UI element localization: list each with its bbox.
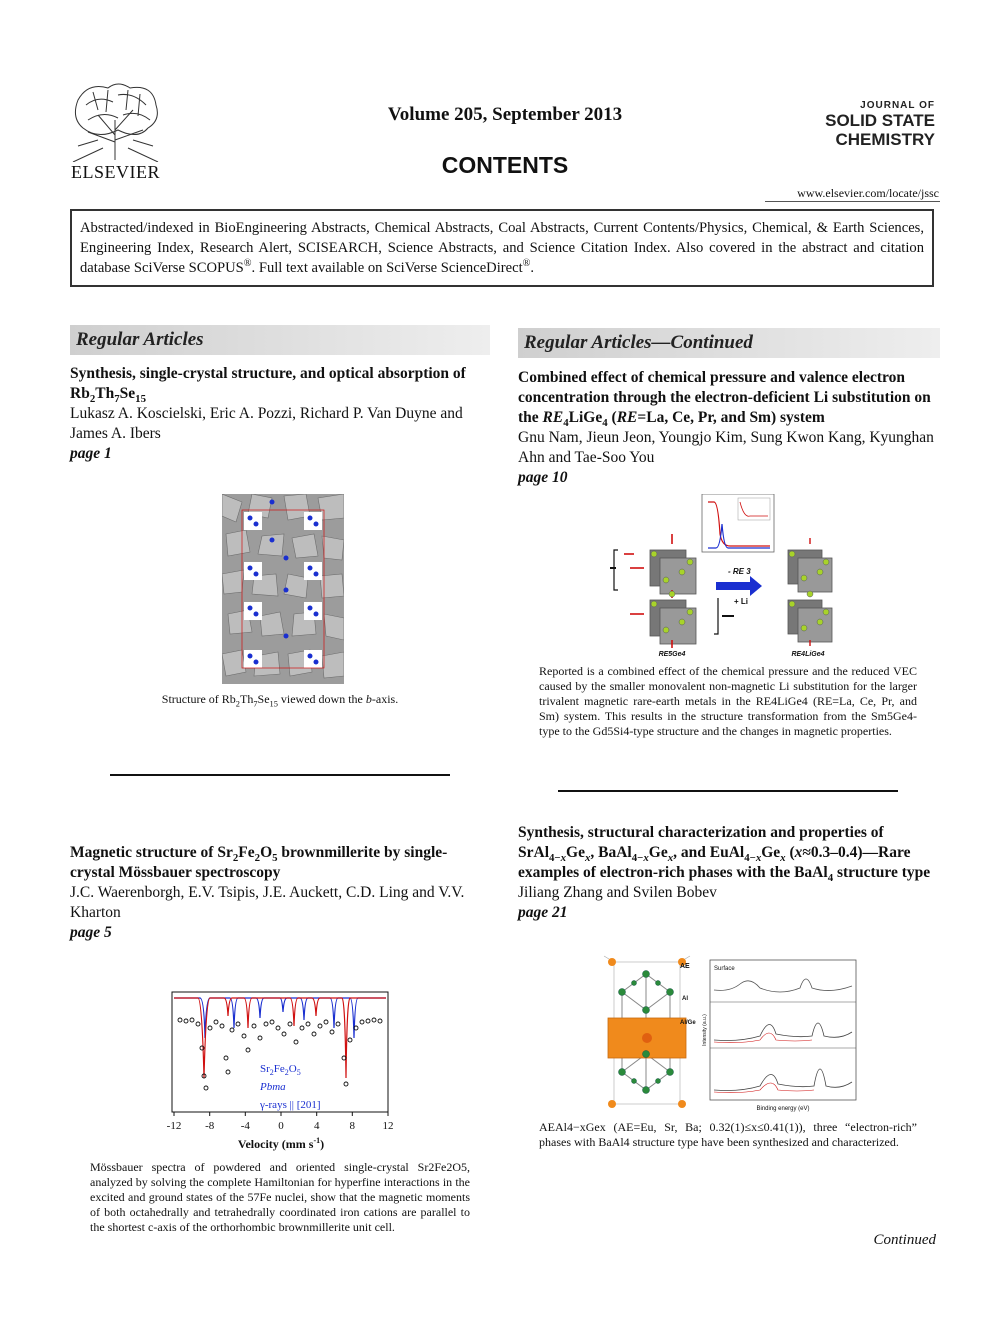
publisher-name: ELSEVIER [71, 162, 160, 182]
article-authors: Jiliang Zhang and Svilen Bobev [518, 884, 717, 901]
article-title[interactable]: Synthesis, structural characterization and properties of $SrAl_{4-x}Ge_x$, $BaAl_{4-x}Ge_x$, and $EuAl_{4-x}Ge_x$ (x≈0.3–0.4)—Rare examples of electron-rich phases with the BaAl$_4$ structure type [518, 824, 931, 885]
x-tick-label: -4 [240, 1120, 250, 1132]
legend-compound: $Sr_2Fe_2O_5$ [260, 1063, 301, 1077]
xps-x-axis-label: Binding energy (eV) [756, 1106, 810, 1112]
journal-line1: JOURNAL OF [860, 100, 935, 111]
label-alge: Al/Ge [680, 1020, 696, 1026]
x-tick-label: 8 [349, 1120, 356, 1132]
volume-info: Volume 205, September 2013 [387, 104, 623, 125]
registered-mark: ® [522, 258, 531, 270]
x-tick-label: 12 [382, 1120, 394, 1132]
article-authors: Gnu Nam, Jieun Jeon, Youngjo Kim, Sung Kwon Kang, Kyunghan Ahn and Tae-Soo You [518, 429, 934, 466]
figure-caption: AEAl4−xGex (AE=Eu, Sr, Ba; 0.32(1)≤x≤0.41(1)), three “electron-rich” phases with BaAl4 structure type have been synthesized and characterized. [539, 1120, 917, 1149]
x-axis-label: Velocity (mm $s^{-1}$) [237, 1136, 325, 1151]
continued-label: Continued [873, 1232, 936, 1248]
panel-surface-label: Surface [714, 966, 735, 972]
x-tick-label: -12 [166, 1120, 182, 1132]
x-tick-label: 4 [313, 1120, 320, 1132]
xps-y-axis-label: Intensity (a.u.) [702, 1014, 708, 1046]
structure-transformation-figure [610, 494, 860, 658]
article-3 [518, 368, 938, 488]
label-ae: AE [680, 963, 690, 970]
indexing-text-3: . [530, 260, 535, 276]
article-divider [110, 774, 450, 776]
crystal-structure-figure [222, 494, 344, 684]
indexing-text-2: . Full text available on SciVerse ScienceDirect [251, 260, 523, 276]
section-header-right: Regular Articles—Continued [518, 328, 940, 358]
baal4-structure-figure [600, 952, 860, 1112]
registered-mark: ® [243, 258, 252, 270]
article-2 [70, 843, 482, 943]
article-title[interactable]: Magnetic structure of $Sr_2Fe_2O_5$ brownmillerite by single-crystal Mössbauer spectroscopy [70, 844, 448, 881]
legend-orientation: γ-rays || [201] [260, 1099, 321, 1111]
url-rule [765, 201, 940, 202]
journal-line3: CHEMISTRY [835, 130, 935, 149]
figure-label-left: RE5Ge4 [658, 651, 686, 658]
indexing-text-1: Abstracted/indexed in BioEngineering Abstracts, Chemical Abstracts, Coal Abstracts, Current Contents/Physics, Chemical, & Earth Sciences, Engineering Index, Research Alert, SCISEARCH, Science Abstracts, and Science Citation Index. Also covered in the abstract and citation database SciVerse SCOPUS [80, 220, 924, 276]
article-1 [70, 364, 482, 464]
mossbauer-plot [160, 988, 400, 1153]
arrow-label-bottom: + Li [734, 597, 749, 606]
figure-label-right: RE4LiGe4 [791, 651, 825, 658]
journal-url[interactable]: www.elsevier.com/locate/jssc [797, 186, 939, 200]
article-page[interactable]: page 21 [518, 904, 568, 921]
indexing-box [70, 209, 934, 287]
figure-caption: Structure of $Rb_2Th_7Se_{15}$ viewed down the b-axis. [161, 692, 399, 709]
legend-space-group: Pbma [260, 1081, 286, 1093]
label-al: Al [682, 996, 688, 1002]
article-title[interactable]: Synthesis, single-crystal structure, and optical absorption of $Rb_2Th_7Se_{15}$ [70, 365, 466, 406]
journal-line2: SOLID STATE [825, 111, 935, 130]
x-tick-label: 0 [278, 1120, 284, 1132]
article-4 [518, 823, 938, 923]
journal-logo [780, 100, 935, 149]
contents-title: CONTENTS [441, 152, 569, 178]
article-page[interactable]: page 10 [518, 469, 568, 486]
figure-caption: Reported is a combined effect of the chemical pressure and the reduced VEC caused by the smaller monovalent non-magnetic Li substitution for the larger trivalent magnetic rare-earth metals in the RE4LiGe4 (RE=La, Ce, Pr, and Sm) system. This results in the structure transformation from the Sm5Ge4-type to the Gd5Si4-type structure and the changes in magnetic properties. [539, 664, 917, 738]
article-authors: Lukasz A. Koscielski, Eric A. Pozzi, Richard P. Van Duyne and James A. Ibers [70, 405, 463, 442]
article-divider [558, 790, 898, 792]
article-page[interactable]: page 5 [70, 924, 112, 941]
x-tick-label: -8 [205, 1120, 215, 1132]
article-page[interactable]: page 1 [70, 445, 112, 462]
article-title[interactable]: Combined effect of chemical pressure and valence electron concentration through the electron-deficient Li substitution on the $RE_4LiGe_4$ (RE=La, Ce, Pr, and Sm) system [518, 369, 931, 430]
article-authors: J.C. Waerenborgh, E.V. Tsipis, J.E. Auckett, C.D. Ling and V.V. Kharton [70, 884, 465, 921]
section-header-left: Regular Articles [70, 325, 490, 355]
figure-caption: Mössbauer spectra of powdered and oriented single-crystal Sr2Fe2O5, analyzed by solving the complete Hamiltonian for hyperfine interactions in the excited and ground states of the 57Fe nuclei, show that the magnetic moments of both octahedrally and tetrahedrally coordinated iron cations are parallel to the shortest c-axis of the orthorhombic brownmillerite unit cell. [90, 1160, 470, 1234]
arrow-label-top: - RE 3 [728, 567, 751, 576]
